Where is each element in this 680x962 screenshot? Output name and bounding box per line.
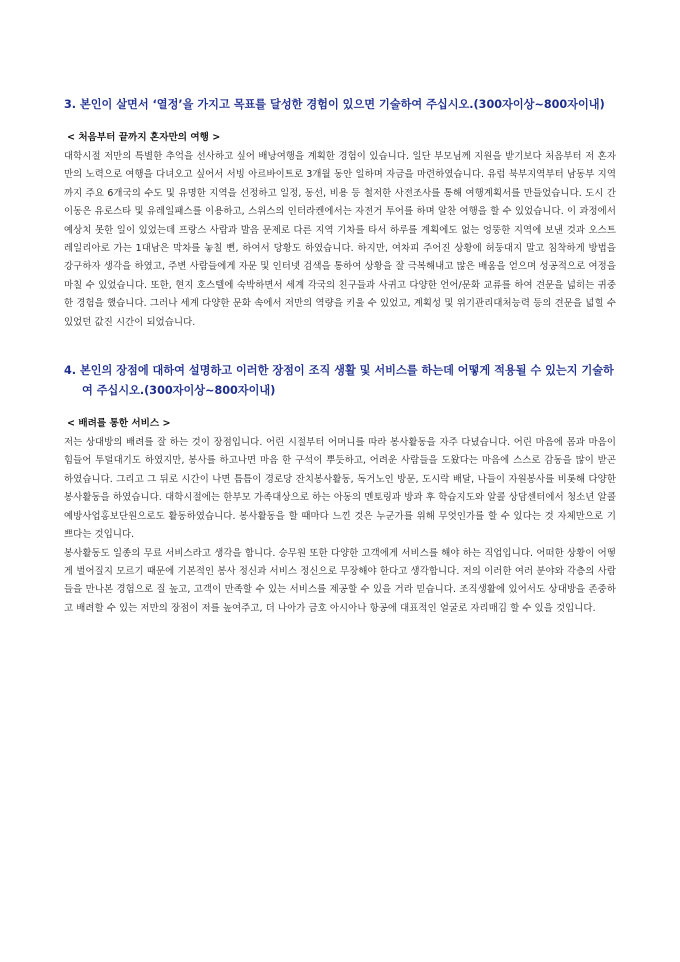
answer-4-paragraph-2: 봉사활동도 일종의 무료 서비스라고 생각을 합니다. 승무원 또한 다양한 고객에게 서비스를 해야 하는 직업입니다. 어떠한 상황이 어떻게 벌어질지 모르기 때문에 기본적인 봉사 정신과 서비스 정신으로 무장해야 한다고 생각합니다. 저의 이러한 여러 분야와 각층의 사람들을 만나본 경험으로 질 높고, 고객이 만족할 수 있는 서비스를 제공할 수 있을 거라 믿습니다. 조직생활에 있어서도 상대방을 존중하고 배려할 수 있는 저만의 장점이 저를 높여주고, 더 나아가 금호 아시아나 항공에 대표적인 얼굴로 자리매김 할 수 있을 것입니다. <box>64 547 616 614</box>
answer-4-subtitle: < 배려를 통한 서비스 > <box>67 418 171 430</box>
answer-3-subtitle: < 처음부터 끝까지 혼자만의 여행 > <box>67 132 221 143</box>
document-page <box>64 95 616 618</box>
answer-3-paragraph: 대학시절 저만의 특별한 추억을 선사하고 싶어 배낭여행을 계획한 경험이 있습니다. 일단 부모님께 지원을 받기보다 처음부터 저 혼자만의 노력으로 여행을 다녀오고 싶어서 서빙 아르바이트로 3개월 동안 일하며 자금을 마련하였습니다. 유럽 북부지역부터 남동부 지역까지 주요 6개국의 수도 및 유명한 지역을 선정하고 일정, 동선, 비용 등 철저한 사전조사를 통해 여행계획서를 만들었습니다. 도시 간 이동은 유로스타 및 유레일패스를 이용하고, 스위스의 인터라켄에서는 자전거 투어를 하며 알찬 여행을 할 수 있었습니다. 이 과정에서 예상치 못한 일이 있었는데 프랑스 사람과 발음 문제로 다른 지역 기차를 타서 하루를 계획에도 없는 엉뚱한 지역에 보낸 것과 오스트레일리아로 가는 1대남은 막차를 놓칠 뻔, 하여서 당황도 하였습니다. 하지만, 여차피 주어진 상황에 허둥대지 말고 침착하게 방법을 강구하자 생각을 하였고, 주변 사람들에게 자문 및 인터넷 검색을 통하여 상황을 잘 극복해내고 많은 배움을 얻으며 성공적으로 여정을 마칠 수 있었습니다. 또한, 현지 호스텔에 숙박하면서 세계 각국의 친구들과 사귀고 다양한 언어/문화 교류를 하여 견문을 넓히는 귀중한 경험을 했습니다. 그러나 세계 다양한 문화 속에서 저만의 역량을 키울 수 있었고, 계획성 및 위기관리대처능력 등의 견문을 넓힐 수 있었던 값진 시간이 되었습니다. <box>64 151 616 328</box>
question-3-title: 3. 본인이 살면서 ‘열정’을 가지고 목표를 달성한 경험이 있으면 기술하여 주십시오.(300자이상~800자이내) <box>64 98 605 111</box>
question-4-title: 4. 본인의 장점에 대하여 설명하고 이러한 장점이 조직 생활 및 서비스를 하는데 어떻게 적용될 수 있는지 기술하여 주십시오.(300자이상~800자이내) <box>64 364 614 398</box>
answer-4-paragraph-1: 저는 상대방의 배려를 잘 하는 것이 장점입니다. 어린 시절부터 어머니를 따라 봉사활동을 자주 다녔습니다. 어린 마음에 몸과 마음이 힘들어 투덜대기도 하였지만, 봉사를 하고나면 마음 한 구석이 뿌듯하고, 어려운 사람들을 도왔다는 마음에 스스로 감동을 많이 받곤 하였습니다. 그리고 그 뒤로 시간이 나면 틈틈이 경로당 잔치봉사활동, 독거노인 방문, 도시락 배달, 나들이 자원봉사를 비롯해 다양한 봉사활동을 하였습니다. 대학시절에는 한부모 가족대상으로 하는 아동의 멘토링과 방과 후 학습지도와 알콜 상담센터에서 청소년 알콜 예방사업홍보단원으로도 활동하였습니다. 봉사활동을 할 때마다 느낀 것은 누군가를 위해 무엇인가를 할 수 있다는 것 자체만으로 기쁘다는 것입니다. <box>64 437 616 541</box>
question-3-section <box>64 95 616 332</box>
question-4-section <box>64 361 616 618</box>
